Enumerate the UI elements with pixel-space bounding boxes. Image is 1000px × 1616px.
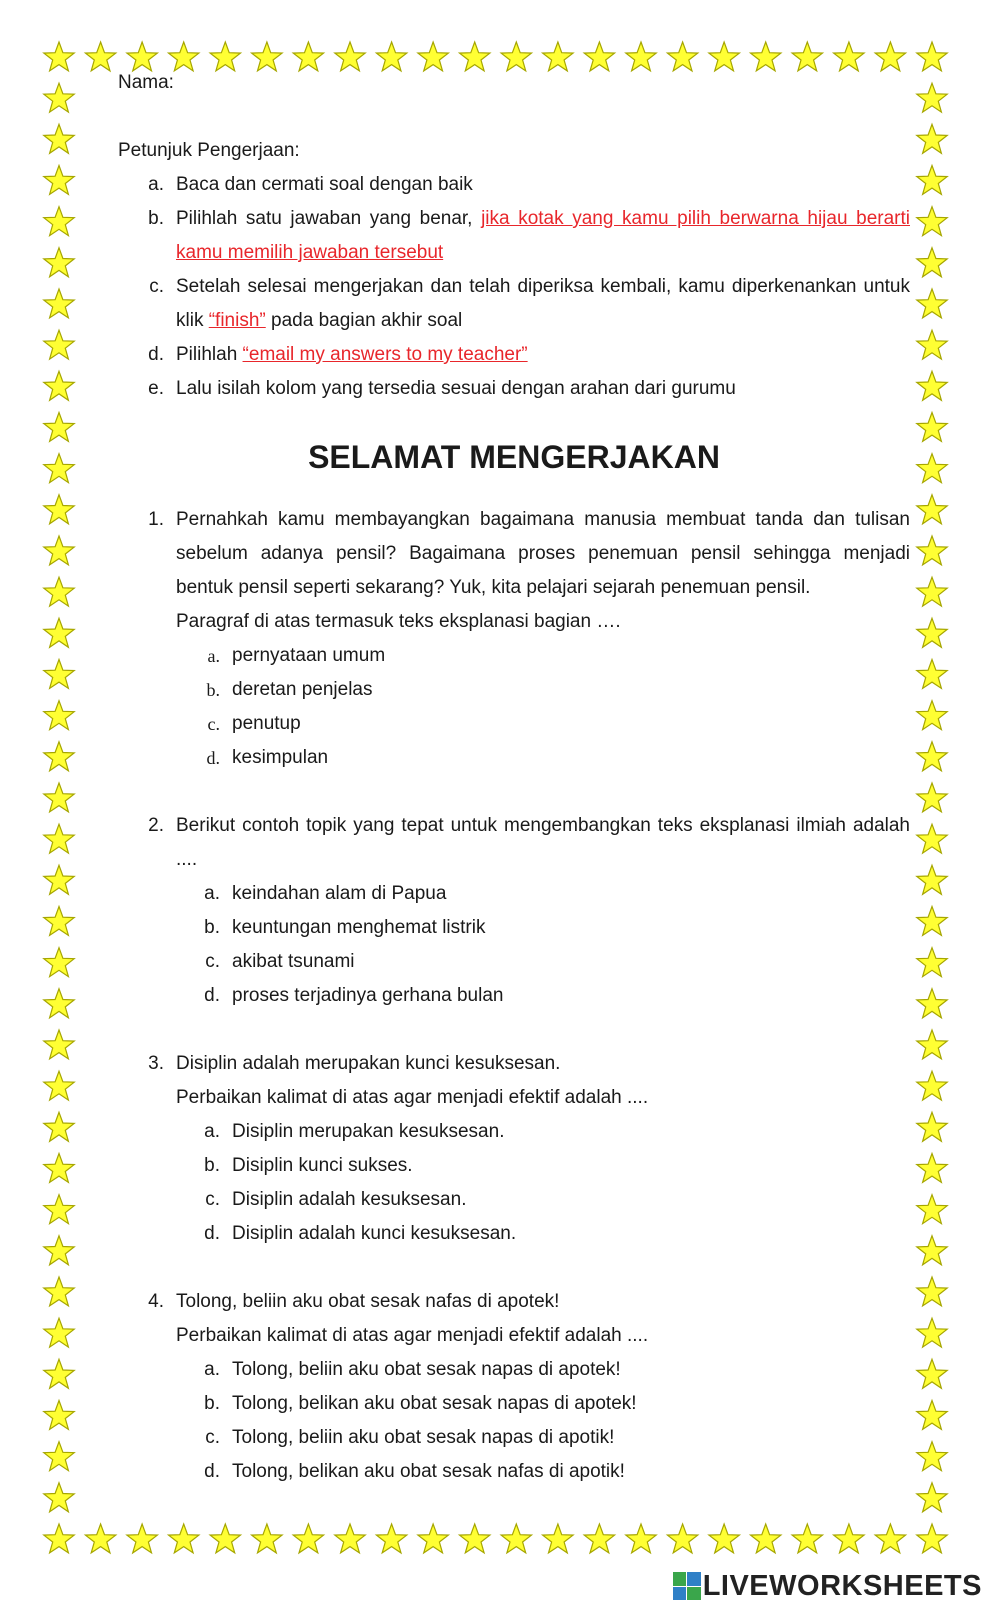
- star-icon: [210, 1524, 240, 1553]
- star-icon: [917, 948, 947, 977]
- star-icon: [44, 124, 74, 153]
- star-icon: [169, 1524, 199, 1553]
- answer-option[interactable]: [176, 877, 910, 911]
- instruction-item: [118, 168, 910, 202]
- star-icon: [917, 907, 947, 936]
- star-icon: [376, 1524, 406, 1553]
- instruction-segment: Baca dan cermati soal dengan baik: [176, 174, 473, 195]
- answer-option[interactable]: [176, 1183, 910, 1217]
- star-icon: [584, 1524, 614, 1553]
- option-label: d.: [206, 748, 220, 768]
- star-icon: [917, 989, 947, 1018]
- instruction-highlight: “finish”: [208, 310, 266, 331]
- answer-option[interactable]: [176, 1217, 910, 1251]
- star-icon: [917, 536, 947, 565]
- star-icon: [44, 1112, 74, 1141]
- answer-option[interactable]: [176, 673, 910, 707]
- star-icon: [44, 289, 74, 318]
- instruction-label: b.: [148, 208, 164, 229]
- question-block: [118, 809, 910, 1013]
- star-icon: [44, 742, 74, 771]
- star-icon: [917, 1154, 947, 1183]
- star-icon: [917, 83, 947, 112]
- option-label: b.: [206, 680, 220, 700]
- star-icon: [917, 1318, 947, 1347]
- instructions-list: [118, 168, 910, 406]
- star-icon: [460, 1524, 490, 1553]
- question-text: Paragraf di atas termasuk teks eksplanasi bagian ….: [176, 611, 621, 632]
- star-icon: [543, 1524, 574, 1553]
- star-icon: [44, 660, 74, 689]
- star-icon: [917, 742, 947, 771]
- star-icon: [293, 1524, 323, 1553]
- star-icon: [44, 248, 74, 277]
- question-text: Berikut contoh topik yang tepat untuk mengembangkan teks eksplanasi ilmiah adalah ....: [176, 815, 910, 870]
- instruction-text: [176, 270, 910, 338]
- star-icon: [501, 1524, 531, 1553]
- option-label: c.: [205, 1427, 220, 1448]
- star-icon: [917, 371, 947, 400]
- star-icon: [44, 1030, 74, 1059]
- option-text: Tolong, beliin aku obat sesak napas di apotek!: [232, 1359, 621, 1380]
- instruction-segment: Pilihlah satu jawaban yang benar,: [176, 208, 482, 229]
- option-text: Disiplin adalah kesuksesan.: [232, 1189, 467, 1210]
- option-label: b.: [204, 1393, 220, 1414]
- option-label: d.: [204, 1461, 220, 1482]
- star-icon: [917, 618, 947, 647]
- star-icon: [917, 1071, 947, 1100]
- liveworksheets-logo-icon: [673, 1572, 701, 1600]
- star-icon: [44, 577, 74, 606]
- star-icon: [917, 248, 947, 277]
- star-icon: [44, 536, 74, 565]
- star-icon: [44, 948, 74, 977]
- star-icon: [44, 413, 74, 442]
- star-icon: [917, 1524, 947, 1553]
- star-icon: [44, 907, 74, 936]
- star-icon: [917, 207, 947, 236]
- star-icon: [44, 166, 74, 195]
- answer-option[interactable]: [176, 707, 910, 741]
- star-icon: [44, 83, 74, 112]
- instruction-text: [176, 168, 910, 202]
- star-icon: [917, 701, 947, 730]
- answer-option[interactable]: [176, 911, 910, 945]
- star-icon: [917, 660, 947, 689]
- option-text: penutup: [232, 713, 301, 734]
- instruction-highlight: “email my answers to my teacher”: [242, 344, 528, 365]
- option-label: c.: [205, 951, 220, 972]
- option-label: a.: [207, 646, 220, 666]
- star-icon: [44, 618, 74, 647]
- star-icon: [667, 1524, 697, 1553]
- star-icon: [44, 207, 74, 236]
- star-icon: [917, 865, 947, 894]
- option-label: d.: [204, 1223, 220, 1244]
- star-icon: [917, 495, 947, 524]
- answer-options: [176, 1353, 910, 1489]
- answer-option[interactable]: [176, 1387, 910, 1421]
- star-icon: [44, 989, 74, 1018]
- star-icon: [917, 1112, 947, 1141]
- instruction-item: [118, 202, 910, 270]
- answer-options: [176, 1115, 910, 1251]
- question-block: [118, 1047, 910, 1251]
- instruction-text: [176, 372, 910, 406]
- instruction-segment: pada bagian akhir soal: [265, 310, 463, 331]
- star-icon: [917, 330, 947, 359]
- star-icon: [44, 1401, 74, 1430]
- star-icon: [44, 1318, 74, 1347]
- instruction-segment: Lalu isilah kolom yang tersedia sesuai dengan arahan dari gurumu: [176, 378, 736, 399]
- star-icon: [335, 1524, 365, 1553]
- question-text: Pernahkah kamu membayangkan bagaimana manusia membuat tanda dan tulisan sebelum adanya pensil? Bagaimana proses penemuan pensil sehingga menjadi bentuk pensil seperti sekarang? Yuk, kita pelajari sejarah penemuan pensil.: [176, 509, 910, 598]
- answer-options: [176, 877, 910, 1013]
- star-icon: [709, 1524, 740, 1553]
- instruction-segment: Pilihlah: [176, 344, 243, 365]
- star-icon: [875, 1524, 905, 1553]
- answer-option[interactable]: [176, 1455, 910, 1489]
- star-icon: [44, 495, 74, 524]
- star-icon: [44, 330, 74, 359]
- option-label: c.: [205, 1189, 220, 1210]
- star-icon: [917, 166, 947, 195]
- answer-option[interactable]: [176, 945, 910, 979]
- option-text: Disiplin kunci sukses.: [232, 1155, 413, 1176]
- star-icon: [917, 1359, 947, 1388]
- star-icon: [85, 1524, 115, 1553]
- star-icon: [44, 371, 74, 400]
- option-text: Disiplin adalah kunci kesuksesan.: [232, 1223, 517, 1244]
- answer-option[interactable]: [176, 1421, 910, 1455]
- option-text: akibat tsunami: [232, 951, 355, 972]
- star-icon: [44, 783, 74, 812]
- star-icon: [44, 1154, 74, 1183]
- instruction-highlight: jika kotak yang kamu pilih berwarna hijau berarti kamu memilih jawaban tersebut: [176, 208, 910, 263]
- star-icon: [44, 1195, 74, 1224]
- option-text: pernyataan umum: [232, 645, 386, 666]
- option-label: a.: [204, 1121, 220, 1142]
- star-icon: [44, 1071, 74, 1100]
- worksheet-content: [118, 66, 910, 1489]
- star-icon: [44, 1359, 74, 1388]
- question-number: 4.: [148, 1291, 164, 1312]
- option-text: keuntungan menghemat listrik: [232, 917, 486, 938]
- question-block: [118, 503, 910, 775]
- option-text: keindahan alam di Papua: [232, 883, 447, 904]
- star-icon: [917, 577, 947, 606]
- star-icon: [792, 1524, 822, 1553]
- star-icon: [917, 1030, 947, 1059]
- questions: [118, 503, 910, 1489]
- star-icon: [44, 1524, 74, 1553]
- option-text: kesimpulan: [232, 747, 329, 768]
- instruction-label: e.: [148, 378, 164, 399]
- star-icon: [44, 1277, 74, 1306]
- star-icon: [917, 42, 947, 71]
- option-label: d.: [204, 985, 220, 1006]
- star-icon: [44, 1483, 74, 1512]
- instruction-label: a.: [148, 174, 164, 195]
- option-text: proses terjadinya gerhana bulan: [232, 985, 504, 1006]
- star-icon: [44, 701, 74, 730]
- answer-options: [176, 639, 910, 775]
- option-text: Tolong, beliin aku obat sesak napas di apotik!: [232, 1427, 615, 1448]
- option-text: Tolong, belikan aku obat sesak napas di apotek!: [232, 1393, 637, 1414]
- instruction-text: [176, 202, 910, 270]
- star-icon: [917, 1401, 947, 1430]
- question-number: 2.: [148, 815, 164, 836]
- instruction-text: [176, 338, 910, 372]
- star-icon: [917, 1277, 947, 1306]
- option-label: a.: [204, 1359, 220, 1380]
- star-icon: [917, 289, 947, 318]
- star-icon: [127, 1524, 157, 1553]
- question-text: Perbaikan kalimat di atas agar menjadi efektif adalah ....: [176, 1087, 649, 1108]
- star-icon: [418, 1524, 449, 1553]
- option-text: deretan penjelas: [232, 679, 373, 700]
- logo-text: LIVEWORKSHEETS: [702, 1569, 982, 1602]
- star-icon: [834, 1524, 865, 1553]
- option-label: b.: [204, 1155, 220, 1176]
- name-label: Nama:: [118, 72, 174, 93]
- option-label: c.: [207, 714, 220, 734]
- question-text: Perbaikan kalimat di atas agar menjadi efektif adalah ....: [176, 1325, 649, 1346]
- question-block: [118, 1285, 910, 1489]
- star-icon: [917, 1236, 947, 1265]
- star-icon: [917, 824, 947, 853]
- star-icon: [917, 413, 947, 442]
- option-text: Tolong, belikan aku obat sesak nafas di apotik!: [232, 1461, 625, 1482]
- option-text: Disiplin merupakan kesuksesan.: [232, 1121, 505, 1142]
- question-number: 1.: [148, 509, 164, 530]
- star-icon: [917, 124, 947, 153]
- star-icon: [44, 1236, 74, 1265]
- liveworksheets-logo: [673, 1570, 982, 1602]
- star-icon: [917, 1483, 947, 1512]
- answer-option[interactable]: [176, 1149, 910, 1183]
- star-icon: [44, 1442, 74, 1471]
- answer-option[interactable]: [176, 1353, 910, 1387]
- question-number: 3.: [148, 1053, 164, 1074]
- instruction-label: c.: [149, 276, 164, 297]
- star-icon: [44, 824, 74, 853]
- star-icon: [751, 1524, 781, 1553]
- star-icon: [917, 783, 947, 812]
- star-icon: [917, 454, 947, 483]
- option-label: b.: [204, 917, 220, 938]
- instruction-item: [118, 372, 910, 406]
- answer-option[interactable]: [176, 639, 910, 673]
- star-icon: [44, 865, 74, 894]
- star-icon: [44, 42, 74, 71]
- instruction-item: [118, 338, 910, 372]
- instruction-segment: Setelah selesai mengerjakan dan telah diperiksa kembali, kamu diperkenankan untuk klik: [176, 276, 910, 331]
- answer-option[interactable]: [176, 979, 910, 1013]
- instruction-label: d.: [148, 344, 164, 365]
- question-text: Disiplin adalah merupakan kunci kesuksesan.: [176, 1053, 561, 1074]
- star-icon: [85, 42, 115, 71]
- page-title: SELAMAT MENGERJAKAN: [308, 439, 720, 475]
- star-icon: [44, 454, 74, 483]
- instructions-heading: Petunjuk Pengerjaan:: [118, 140, 300, 161]
- star-icon: [626, 1524, 656, 1553]
- answer-option[interactable]: [176, 741, 910, 775]
- star-icon: [917, 1195, 947, 1224]
- answer-option[interactable]: [176, 1115, 910, 1149]
- question-text: Tolong, beliin aku obat sesak nafas di apotek!: [176, 1291, 560, 1312]
- option-label: a.: [204, 883, 220, 904]
- instruction-item: [118, 270, 910, 338]
- star-icon: [252, 1524, 283, 1553]
- star-icon: [917, 1442, 947, 1471]
